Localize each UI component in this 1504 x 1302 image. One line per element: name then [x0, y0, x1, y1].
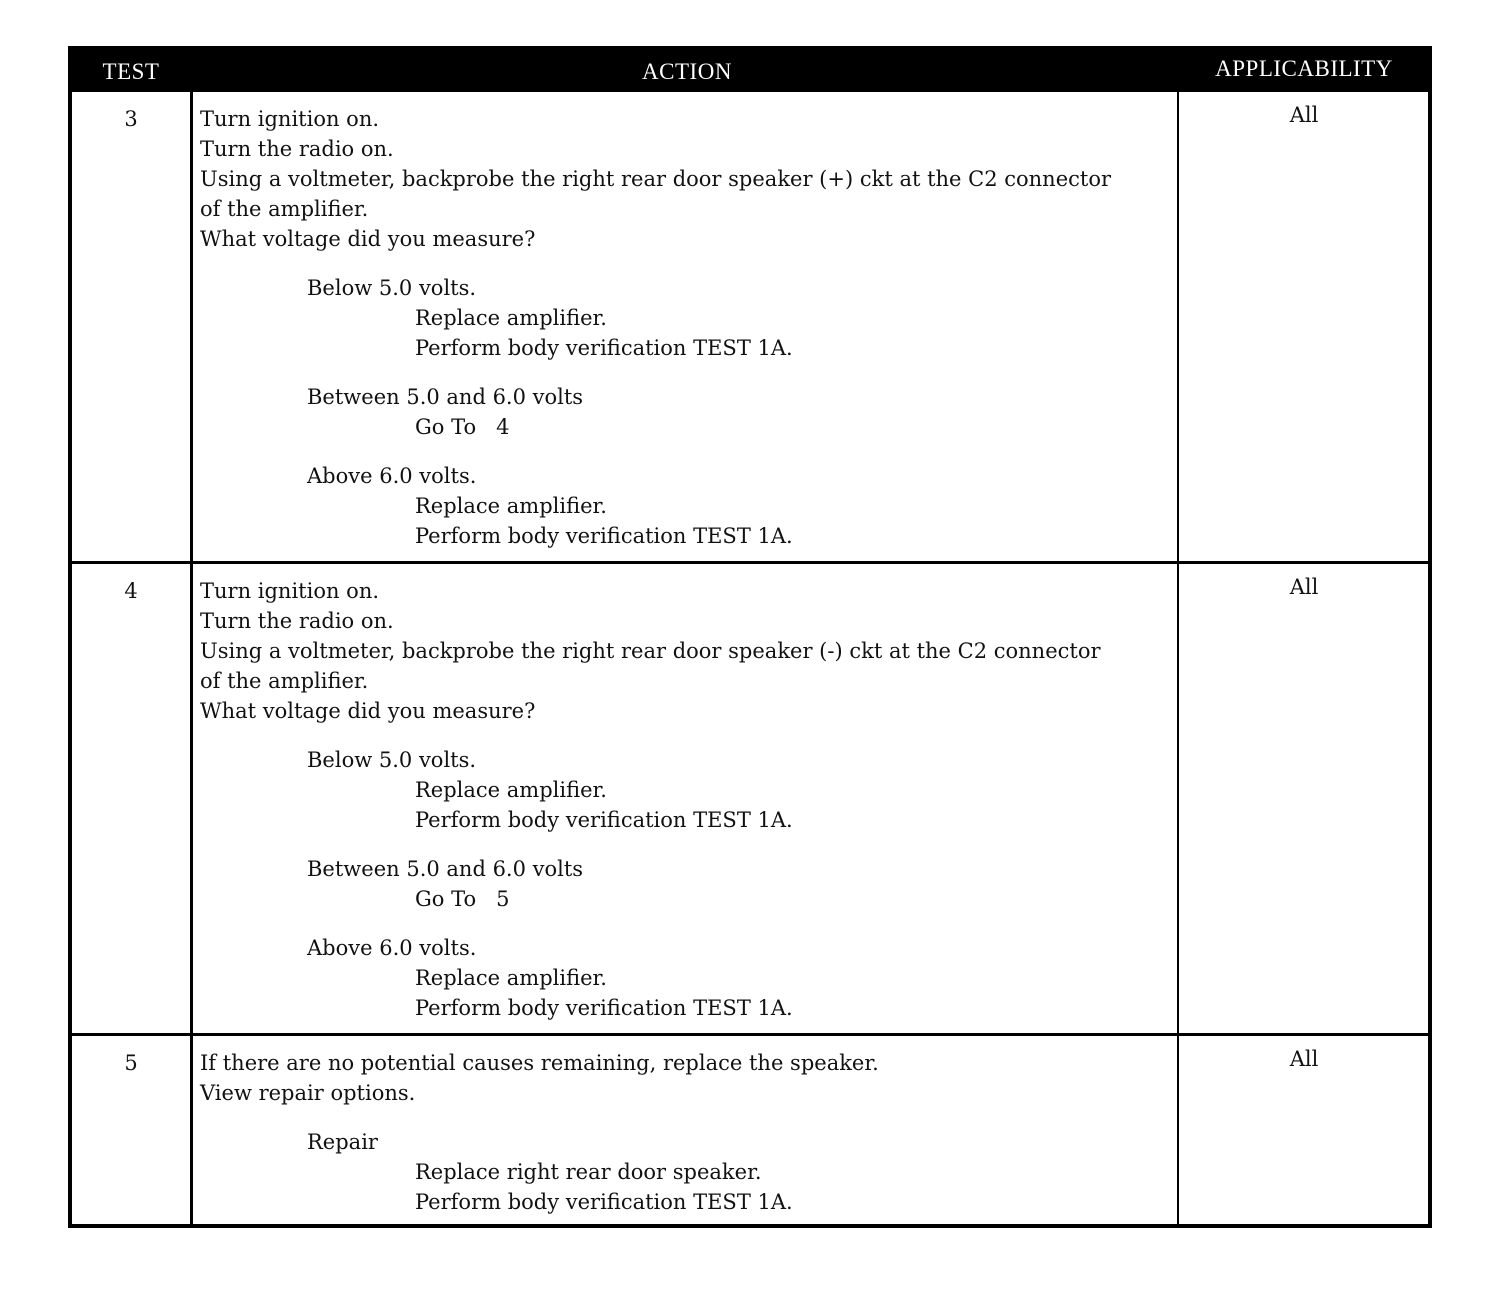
action-cell [200, 104, 1175, 551]
action-step: Turn ignition on. [200, 107, 380, 131]
option-condition: Above 6.0 volts. [307, 936, 477, 960]
option-result: Perform body verification TEST 1A. [415, 1190, 793, 1214]
test-number: 3 [124, 107, 138, 131]
applicability-cell: All [1289, 575, 1319, 599]
test-number: 4 [124, 579, 138, 603]
option-condition: Between 5.0 and 6.0 volts [307, 857, 584, 881]
applicability-cell: All [1289, 103, 1319, 127]
option-result: Perform body verification TEST 1A. [415, 524, 793, 548]
header-test: TEST [102, 59, 160, 84]
option-condition: Below 5.0 volts. [307, 276, 477, 300]
option-result: Replace amplifier. [415, 966, 607, 990]
option-result: Replace right rear door speaker. [415, 1160, 762, 1184]
option-result: Perform body verification TEST 1A. [415, 336, 793, 360]
action-step: View repair options. [200, 1081, 416, 1105]
option-result: Perform body verification TEST 1A. [415, 808, 793, 832]
option-result: Go To 5 [415, 887, 510, 911]
action-step: If there are no potential causes remaining, replace the speaker. [200, 1051, 879, 1075]
action-cell [200, 576, 1175, 1023]
action-step: Using a voltmeter, backprobe the right rear door speaker (-) ckt at the C2 connector [200, 639, 1101, 663]
option-result: Replace amplifier. [415, 306, 607, 330]
header-action: ACTION [642, 59, 732, 84]
option-result: Replace amplifier. [415, 778, 607, 802]
header-applicability: APPLICABILITY [1215, 56, 1393, 81]
option-condition: Between 5.0 and 6.0 volts [307, 385, 584, 409]
option-condition: Above 6.0 volts. [307, 464, 477, 488]
test-number: 5 [124, 1051, 138, 1075]
applicability-cell: All [1289, 1047, 1319, 1071]
action-cell [200, 1048, 1175, 1217]
option-result: Perform body verification TEST 1A. [415, 996, 793, 1020]
action-step: What voltage did you measure? [200, 227, 536, 251]
action-step: Turn the radio on. [200, 137, 394, 161]
table-row [72, 564, 1428, 1033]
action-step: of the amplifier. [200, 669, 369, 693]
table-row [72, 1036, 1428, 1224]
option-condition: Below 5.0 volts. [307, 748, 477, 772]
action-step: What voltage did you measure? [200, 699, 536, 723]
action-step: Turn ignition on. [200, 579, 380, 603]
option-result: Go To 4 [415, 415, 510, 439]
diagnostic-test-table [68, 46, 1432, 1228]
table-header-row [72, 50, 1428, 92]
table-row [72, 92, 1428, 561]
action-step: of the amplifier. [200, 197, 369, 221]
action-step: Using a voltmeter, backprobe the right rear door speaker (+) ckt at the C2 connector [200, 167, 1112, 191]
action-step: Turn the radio on. [200, 609, 394, 633]
option-result: Replace amplifier. [415, 494, 607, 518]
option-condition: Repair [307, 1130, 378, 1154]
